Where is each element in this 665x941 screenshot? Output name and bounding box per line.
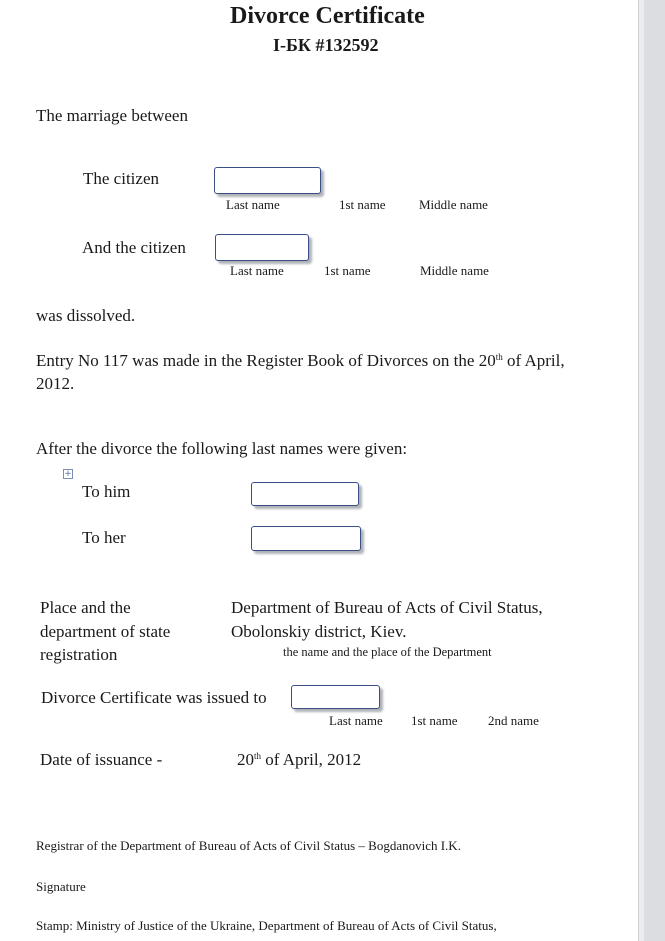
citizen2-caption-last: Last name — [230, 263, 284, 278]
date-value — [237, 750, 361, 770]
registration-caption: the name and the place of the Department — [283, 645, 492, 659]
registration-label-line1: Place and the — [40, 598, 131, 617]
date-rest: of April, 2012 — [261, 750, 362, 769]
registrar-text: Registrar of the Department of Bureau of Acts of Civil Status – Bogdanovich I.K. — [36, 838, 461, 853]
intro-text: The marriage between — [36, 106, 188, 125]
citizen2-label: And the citizen — [82, 238, 186, 257]
issued-caption-last: Last name — [329, 713, 383, 728]
citizen1-label: The citizen — [83, 169, 159, 188]
registration-value-line1: Department of Bureau of Acts of Civil Status, — [231, 598, 543, 617]
entry-text — [36, 349, 565, 372]
issued-to-label: Divorce Certificate was issued to — [41, 688, 267, 707]
citizen2-name-field[interactable] — [215, 234, 309, 261]
dissolved-text: was dissolved. — [36, 306, 136, 325]
citizen2-caption-middle: Middle name — [420, 263, 489, 278]
entry-text-main: Entry No 117 was made in the Register Book of Divorces on the 20 — [36, 351, 496, 370]
citizen1-caption-middle: Middle name — [419, 197, 488, 212]
to-her-label: To her — [82, 528, 126, 547]
date-day: 20 — [237, 750, 254, 769]
citizen1-caption-first: 1st name — [339, 197, 386, 212]
registration-value — [231, 596, 543, 643]
date-label: Date of issuance - — [40, 750, 163, 769]
table-move-handle-icon[interactable]: + — [64, 469, 72, 479]
issued-caption-second: 2nd name — [488, 713, 539, 728]
citizen2-caption-first: 1st name — [324, 263, 371, 278]
to-her-field[interactable] — [251, 526, 361, 551]
citizen1-caption-last: Last name — [226, 197, 280, 212]
to-him-field[interactable] — [251, 482, 359, 506]
issued-to-field[interactable] — [291, 685, 380, 709]
registration-value-line2: Obolonskiy district, Kiev. — [231, 621, 407, 641]
certificate-number: I-БК #132592 — [273, 35, 379, 55]
date-sup: th — [254, 751, 262, 761]
issued-caption-first: 1st name — [411, 713, 458, 728]
page-edge-shadow — [638, 0, 644, 941]
entry-text-sup: th — [495, 352, 503, 362]
to-him-label: To him — [82, 482, 131, 501]
signature-label: Signature — [36, 879, 86, 894]
citizen1-name-field[interactable] — [214, 167, 321, 194]
entry-text-line2: 2012. — [36, 374, 75, 393]
registration-label-line2: department of state — [40, 621, 171, 641]
last-names-heading: After the divorce the following last names were given: — [36, 439, 408, 458]
document-title: Divorce Certificate — [230, 3, 425, 29]
entry-text-end: of April, — [502, 351, 565, 370]
registration-label — [40, 596, 170, 667]
stamp-text: Stamp: Ministry of Justice of the Ukraine, Department of Bureau of Acts of Civil Status, — [36, 918, 497, 933]
registration-label-line3: registration — [40, 645, 118, 664]
